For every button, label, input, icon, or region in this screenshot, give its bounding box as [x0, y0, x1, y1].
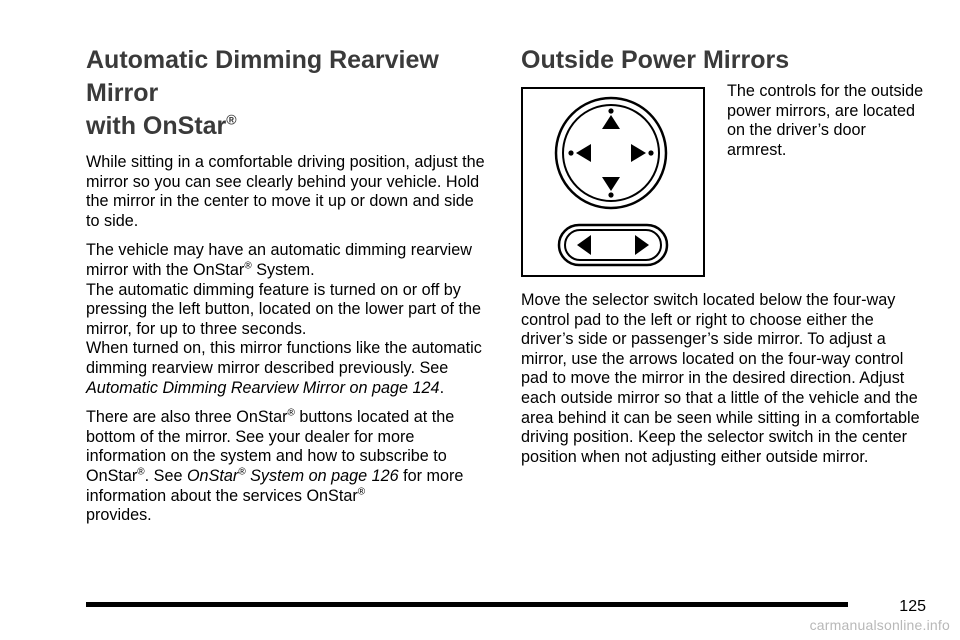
paragraph-onstar-buttons	[86, 408, 488, 526]
footer-rule	[86, 602, 848, 607]
page-number: 125	[899, 598, 926, 615]
registered-mark: ®	[226, 111, 237, 128]
text-run: When turned on, this mirror functions like the automatic dimming rearview mirror described previously. See	[86, 339, 482, 377]
section-heading-rearview-mirror	[86, 44, 488, 143]
arrow-up-icon	[602, 108, 620, 129]
selector-switch-icon	[559, 225, 667, 265]
right-column	[521, 44, 926, 477]
cross-reference-link[interactable]	[187, 467, 399, 485]
arrow-left-icon	[568, 144, 591, 162]
registered-mark: ®	[137, 466, 145, 478]
text-run: OnStar	[186, 466, 239, 485]
text-run: System on page 126	[245, 466, 399, 485]
figure-caption: The controls for the outside power mirrors, are located on the driver’s door armrest.	[727, 82, 924, 159]
left-column	[86, 44, 488, 536]
text-run: for more information about the services OnStar	[86, 466, 464, 505]
section-heading-outside-mirrors: Outside Power Mirrors	[521, 46, 790, 74]
paragraph-mirror-adjust: While sitting in a comfortable driving position, adjust the mirror so you can see clearly behind your vehicle. Hold the mirror in the center to move it up or down and side to side.	[86, 153, 485, 230]
registered-mark: ®	[357, 486, 366, 498]
paragraph-selector-switch: Move the selector switch located below the four-way control pad to the left or right to choose either the driver’s side or passenger’s side mirror. To adjust a mirror, use the arrows located on the four-way control pad to move the mirror in the desired direction. Adjust each outside mirror so that a little of the vehicle and the area behind it can be seen while sitting in a comfortable driving position. Keep the selector switch in the center position when not adjusting either outside mirror.	[521, 291, 920, 466]
cross-reference-link[interactable]: Automatic Dimming Rearview Mirror on page 124	[86, 378, 440, 397]
text-run: buttons located at the bottom of the mirror. See your dealer for more information on the system and how to subscribe to OnStar	[86, 408, 455, 485]
four-way-control-pad-icon	[556, 98, 666, 208]
arrow-right-icon	[631, 144, 654, 162]
registered-mark: ®	[238, 466, 246, 478]
text-run: .	[439, 378, 445, 397]
figure-row	[521, 82, 926, 277]
arrow-down-icon	[602, 177, 620, 198]
paragraph-auto-dimming	[86, 241, 488, 398]
text-run: System.	[251, 260, 315, 279]
registered-mark: ®	[287, 407, 295, 419]
heading-line-1: Automatic Dimming Rearview Mirror	[86, 46, 439, 107]
heading-line-2: with OnStar	[86, 112, 227, 140]
text-run: There are also three OnStar	[86, 408, 288, 427]
text-run: . See	[144, 466, 187, 485]
text-run: The vehicle may have an automatic dimming rearview mirror with the OnStar	[86, 241, 472, 279]
text-run: The automatic dimming feature is turned on or off by pressing the left button, located on the lower part of the mirror, for up to three seconds.	[86, 280, 482, 338]
mirror-control-illustration	[521, 87, 705, 277]
mirror-control-drawing	[523, 89, 703, 275]
registered-mark: ®	[244, 260, 252, 272]
watermark: carmanualsonline.info	[809, 617, 950, 633]
text-run: provides.	[86, 506, 152, 525]
